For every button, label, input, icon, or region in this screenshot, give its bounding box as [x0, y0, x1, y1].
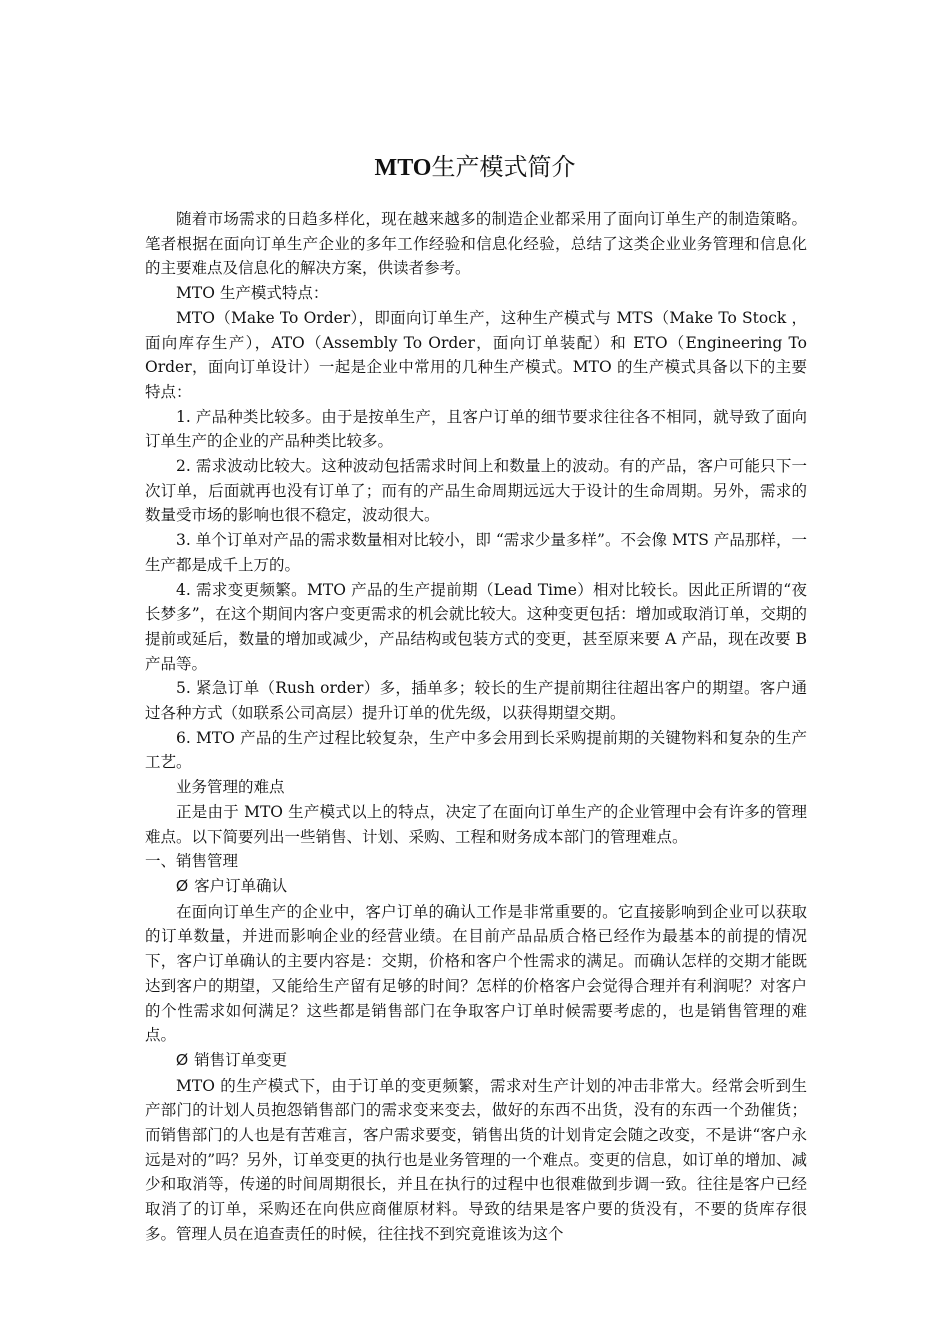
body-paragraph: 4. 需求变更频繁。MTO 产品的生产提前期（Lead Time）相对比较长。因此正所谓的“夜长梦多”，在这个期间内客户变更需求的机会就比较大。这种变更包括：增加或取消订单，交期的提前或延后，数量的增加或减少，产品结构或包装方式的变更，甚至原来要 A 产品，现在改要 B 产品等。 [145, 580, 807, 673]
body-paragraph: 5. 紧急订单（Rush order）多，插单多；较长的生产提前期往往超出客户的期望。客户通过各种方式（如联系公司高层）提升订单的优先级，以获得期望交期。 [145, 679, 807, 723]
bullet-text: 销售订单变更 [194, 1050, 288, 1069]
document-title [0, 149, 950, 186]
bullet-mark: Ø [176, 1051, 189, 1069]
title-latin: MTO [374, 155, 432, 182]
body-paragraph: 3. 单个订单对产品的需求数量相对比较小，即 “需求少量多样”。不会像 MTS 产品那样，一生产都是成千上万的。 [145, 531, 807, 574]
title-cn: 生产模式简介 [431, 153, 576, 182]
body-paragraph: 在面向订单生产的企业中，客户订单的确认工作是非常重要的。它直接影响到企业可以获取的订单数量，并进而影响企业的经营业绩。在目前产品品质合格已经作为最基本的前提的情况下，客户订单确认的主要内容是：交期，价格和客户个性需求的满足。而确认怎样的交期才能既达到客户的期望，又能给生产留有足够的时间？怎样的价格客户会觉得合理并有利润呢？对客户的个性需求如何满足？这些都是销售部门在争取客户订单时候需要考虑的，也是销售管理的难点。 [145, 902, 807, 1045]
body-paragraph: 6. MTO 产品的生产过程比较复杂，生产中多会用到长采购提前期的关键物料和复杂的生产工艺。 [145, 728, 807, 772]
bullet-mark: Ø [176, 877, 189, 895]
bullet-text: 客户订单确认 [194, 876, 288, 895]
body-paragraph: MTO 的生产模式下，由于订单的变更频繁，需求对生产计划的冲击非常大。经常会听到生产部门的计划人员抱怨销售部门的需求变来变去，做好的东西不出货，没有的东西一个劲催货；而销售部门的人也是有苦难言，客户需求要变，销售出货的计划肯定会随之改变，不是讲“客户永远是对的”吗？另外，订单变更的执行也是业务管理的一个难点。变更的信息，如订单的增加、减少和取消等，传递的时间周期很长，并且在执行的过程中也很难做到步调一致。往往是客户已经取消了的订单，采购还在向供应商催原材料。导致的结果是客户要的货没有，不要的货库存很多。管理人员在追查责任的时候，往往找不到究竟谁该为这个 [145, 1076, 807, 1243]
bullet-heading [145, 1048, 807, 1074]
body-paragraph: 正是由于 MTO 生产模式以上的特点，决定了在面向订单生产的企业管理中会有许多的管理难点。以下简要列出一些销售、计划、采购、工程和财务成本部门的管理难点。 [145, 802, 807, 846]
body-paragraph: 随着市场需求的日趋多样化，现在越来越多的制造企业都采用了面向订单生产的制造策略。笔者根据在面向订单生产企业的多年工作经验和信息化经验，总结了这类企业业务管理和信息化的主要难点及信息化的解决方案，供读者参考。 [145, 210, 807, 278]
body-paragraph: 1. 产品种类比较多。由于是按单生产，且客户订单的细节要求往往各不相同，就导致了面向订单生产的企业的产品种类比较多。 [145, 407, 807, 451]
body-paragraph: MTO 生产模式特点： [176, 284, 329, 303]
body-paragraph: 2. 需求波动比较大。这种波动包括需求时间上和数量上的波动。有的产品，客户可能只下一次订单，后面就再也没有订单了；而有的产品生命周期远远大于设计的生命周期。另外，需求的数量受市场的影响也很不稳定，波动很大。 [145, 457, 807, 525]
section-heading: 一、销售管理 [145, 852, 239, 871]
document-body [145, 207, 807, 1247]
bullet-heading [145, 874, 807, 900]
body-paragraph: 业务管理的难点 [176, 778, 285, 797]
body-paragraph: MTO（Make To Order），即面向订单生产，这种生产模式与 MTS（Make To Stock ，面向库存生产），ATO（Assembly To Order，面向订单装配）和 ETO（Engineering To Order，面向订单设计）一起是企业中常用的几种生产模式。MTO 的生产模式具备以下的主要特点： [145, 308, 807, 401]
